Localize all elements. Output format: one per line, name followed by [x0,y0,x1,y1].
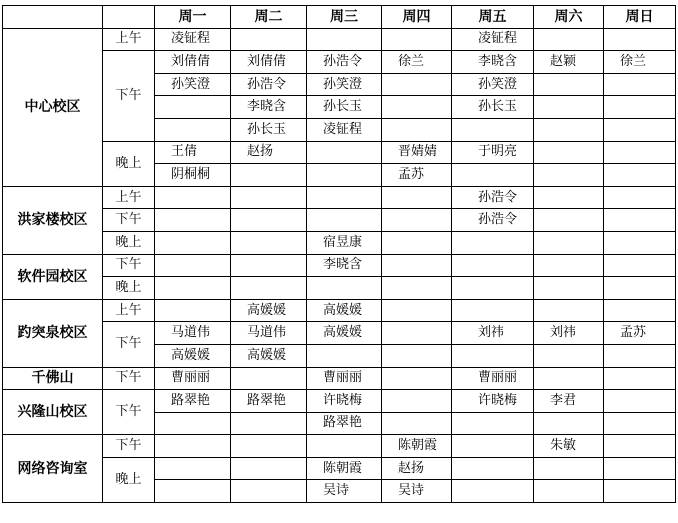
duty-cell-thu [382,254,452,277]
duty-cell-sat: 赵颖 [534,51,604,74]
duty-cell-wed [307,186,382,209]
duty-cell-sat [534,28,604,51]
duty-cell-thu: 陈朝霞 [382,435,452,458]
duty-cell-mon: 凌钲程 [155,28,231,51]
duty-cell-mon [155,186,231,209]
period-eve: 晚上 [103,277,155,300]
duty-cell-thu [382,28,452,51]
duty-cell-sun [604,390,676,413]
duty-cell-tue [231,186,307,209]
duty-cell-mon: 高媛媛 [155,344,231,367]
duty-cell-sat: 刘祎 [534,322,604,345]
duty-cell-thu [382,322,452,345]
duty-cell-tue: 高媛媛 [231,299,307,322]
duty-cell-fri [452,118,534,141]
duty-cell-thu: 晋婧婧 [382,141,452,164]
duty-cell-mon [155,277,231,300]
duty-cell-mon: 刘倩倩 [155,51,231,74]
duty-cell-tue: 李晓含 [231,96,307,119]
duty-cell-tue: 路翠艳 [231,390,307,413]
duty-cell-thu [382,277,452,300]
duty-cell-wed: 孙浩令 [307,51,382,74]
duty-cell-fri [452,299,534,322]
duty-cell-sat [534,141,604,164]
schedule-row [3,28,676,51]
duty-cell-mon [155,412,231,435]
duty-cell-sat [534,231,604,254]
duty-cell-wed: 曹丽丽 [307,367,382,390]
period-eve: 晚上 [103,141,155,186]
duty-cell-thu: 徐兰 [382,51,452,74]
duty-cell-mon [155,118,231,141]
duty-cell-fri [452,412,534,435]
schedule-row [3,322,676,345]
duty-cell-sat [534,367,604,390]
period-am: 上午 [103,28,155,51]
duty-cell-tue: 刘倩倩 [231,51,307,74]
schedule-row [3,141,676,164]
duty-cell-sun [604,141,676,164]
duty-cell-wed [307,141,382,164]
duty-cell-mon [155,254,231,277]
schedule-row [3,186,676,209]
duty-cell-wed [307,435,382,458]
duty-cell-fri [452,435,534,458]
period-pm: 下午 [103,367,155,390]
campus-zhongxin: 中心校区 [3,28,103,186]
duty-cell-fri [452,457,534,480]
duty-cell-fri [452,277,534,300]
duty-cell-sun [604,299,676,322]
duty-cell-sat [534,412,604,435]
duty-cell-fri [452,231,534,254]
duty-cell-sun [604,231,676,254]
duty-cell-sat [534,118,604,141]
header-day-wed: 周三 [307,6,382,29]
period-pm: 下午 [103,254,155,277]
duty-cell-sat: 朱敏 [534,435,604,458]
duty-cell-fri: 凌钲程 [452,28,534,51]
duty-cell-thu: 吴诗 [382,480,452,503]
duty-cell-tue [231,367,307,390]
period-pm: 下午 [103,51,155,141]
duty-cell-sat [534,457,604,480]
duty-cell-wed: 宿昱康 [307,231,382,254]
duty-cell-wed [307,277,382,300]
header-day-thu: 周四 [382,6,452,29]
duty-cell-sun: 孟苏 [604,322,676,345]
duty-cell-fri [452,344,534,367]
period-pm: 下午 [103,435,155,458]
duty-cell-sun [604,480,676,503]
schedule-row [3,254,676,277]
duty-cell-tue: 赵扬 [231,141,307,164]
duty-cell-thu [382,344,452,367]
schedule-row [3,231,676,254]
duty-cell-tue: 孙长玉 [231,118,307,141]
duty-cell-fri: 于明亮 [452,141,534,164]
duty-cell-thu: 孟苏 [382,164,452,187]
header-row [3,6,676,29]
duty-cell-fri [452,480,534,503]
duty-cell-wed: 路翠艳 [307,412,382,435]
duty-cell-sat [534,164,604,187]
campus-ruanjianyuan: 软件园校区 [3,254,103,299]
duty-cell-tue [231,28,307,51]
duty-cell-mon: 马道伟 [155,322,231,345]
schedule-row [3,209,676,232]
duty-cell-wed: 许晓梅 [307,390,382,413]
duty-cell-sun [604,412,676,435]
duty-cell-thu [382,412,452,435]
duty-cell-fri: 孙长玉 [452,96,534,119]
duty-cell-sat [534,480,604,503]
duty-cell-thu [382,96,452,119]
duty-cell-wed [307,344,382,367]
header-day-tue: 周二 [231,6,307,29]
period-am: 上午 [103,186,155,209]
duty-cell-wed: 孙笑澄 [307,73,382,96]
duty-cell-thu [382,390,452,413]
corner-cell [3,6,103,29]
duty-cell-sat [534,344,604,367]
duty-cell-sat [534,299,604,322]
duty-cell-sun [604,73,676,96]
schedule-row [3,277,676,300]
duty-cell-fri: 刘祎 [452,322,534,345]
period-am: 上午 [103,299,155,322]
duty-cell-mon [155,435,231,458]
duty-cell-sat [534,73,604,96]
duty-cell-sat [534,186,604,209]
duty-cell-wed: 李晓含 [307,254,382,277]
campus-xinglongshan: 兴隆山校区 [3,390,103,435]
duty-cell-sun [604,209,676,232]
duty-cell-tue: 高媛媛 [231,344,307,367]
schedule-row [3,299,676,322]
duty-cell-sun [604,164,676,187]
schedule-row [3,51,676,74]
duty-cell-tue: 马道伟 [231,322,307,345]
duty-cell-fri: 李晓含 [452,51,534,74]
schedule-row [3,435,676,458]
duty-cell-tue [231,412,307,435]
period-eve: 晚上 [103,231,155,254]
duty-cell-thu [382,209,452,232]
duty-cell-tue [231,277,307,300]
duty-cell-mon: 孙笑澄 [155,73,231,96]
duty-cell-thu [382,186,452,209]
duty-cell-thu [382,367,452,390]
duty-cell-sun [604,96,676,119]
duty-cell-mon [155,457,231,480]
period-eve: 晚上 [103,457,155,502]
duty-cell-sat [534,277,604,300]
duty-cell-thu [382,73,452,96]
duty-cell-sat: 李君 [534,390,604,413]
period-pm: 下午 [103,209,155,232]
duty-cell-sun [604,118,676,141]
duty-cell-thu: 赵扬 [382,457,452,480]
duty-cell-sun [604,344,676,367]
duty-cell-fri: 孙笑澄 [452,73,534,96]
duty-cell-tue [231,435,307,458]
schedule-row [3,457,676,480]
duty-cell-sun [604,277,676,300]
duty-cell-wed: 孙长玉 [307,96,382,119]
duty-cell-wed: 高媛媛 [307,322,382,345]
duty-cell-fri [452,254,534,277]
campus-qianfoshan: 千佛山 [3,367,103,390]
duty-cell-thu [382,299,452,322]
duty-cell-fri: 许晓梅 [452,390,534,413]
duty-cell-wed: 吴诗 [307,480,382,503]
duty-schedule-table [2,5,676,503]
duty-cell-fri: 曹丽丽 [452,367,534,390]
duty-cell-mon [155,480,231,503]
duty-cell-mon: 阴桐桐 [155,164,231,187]
header-day-mon: 周一 [155,6,231,29]
header-day-fri: 周五 [452,6,534,29]
period-pm: 下午 [103,390,155,435]
duty-cell-sun [604,186,676,209]
duty-cell-sun: 徐兰 [604,51,676,74]
duty-cell-tue [231,209,307,232]
duty-cell-fri: 孙浩令 [452,209,534,232]
duty-cell-mon: 王倩 [155,141,231,164]
header-day-sun: 周日 [604,6,676,29]
campus-hongjialou: 洪家楼校区 [3,186,103,254]
duty-cell-wed [307,28,382,51]
duty-cell-mon [155,231,231,254]
duty-cell-fri: 孙浩令 [452,186,534,209]
duty-cell-mon: 曹丽丽 [155,367,231,390]
duty-cell-tue [231,164,307,187]
duty-cell-wed [307,209,382,232]
duty-cell-sat [534,254,604,277]
duty-cell-sun [604,457,676,480]
duty-cell-mon [155,209,231,232]
period-pm: 下午 [103,322,155,367]
duty-cell-tue [231,457,307,480]
duty-cell-thu [382,231,452,254]
duty-cell-wed: 高媛媛 [307,299,382,322]
duty-cell-thu [382,118,452,141]
duty-cell-wed: 凌钲程 [307,118,382,141]
duty-cell-mon [155,299,231,322]
duty-cell-sun [604,367,676,390]
duty-cell-sat [534,96,604,119]
campus-zixunshi: 网络咨询室 [3,435,103,503]
duty-cell-mon [155,96,231,119]
schedule-row [3,367,676,390]
corner-cell [103,6,155,29]
schedule-row [3,390,676,413]
duty-cell-fri [452,164,534,187]
duty-cell-wed [307,164,382,187]
duty-cell-sat [534,209,604,232]
duty-cell-sun [604,435,676,458]
duty-cell-tue: 孙浩令 [231,73,307,96]
duty-cell-tue [231,231,307,254]
header-day-sat: 周六 [534,6,604,29]
duty-cell-tue [231,480,307,503]
duty-cell-sun [604,28,676,51]
duty-cell-sun [604,254,676,277]
duty-cell-tue [231,254,307,277]
campus-baotuquan: 趵突泉校区 [3,299,103,367]
duty-cell-wed: 陈朝霞 [307,457,382,480]
duty-cell-mon: 路翠艳 [155,390,231,413]
